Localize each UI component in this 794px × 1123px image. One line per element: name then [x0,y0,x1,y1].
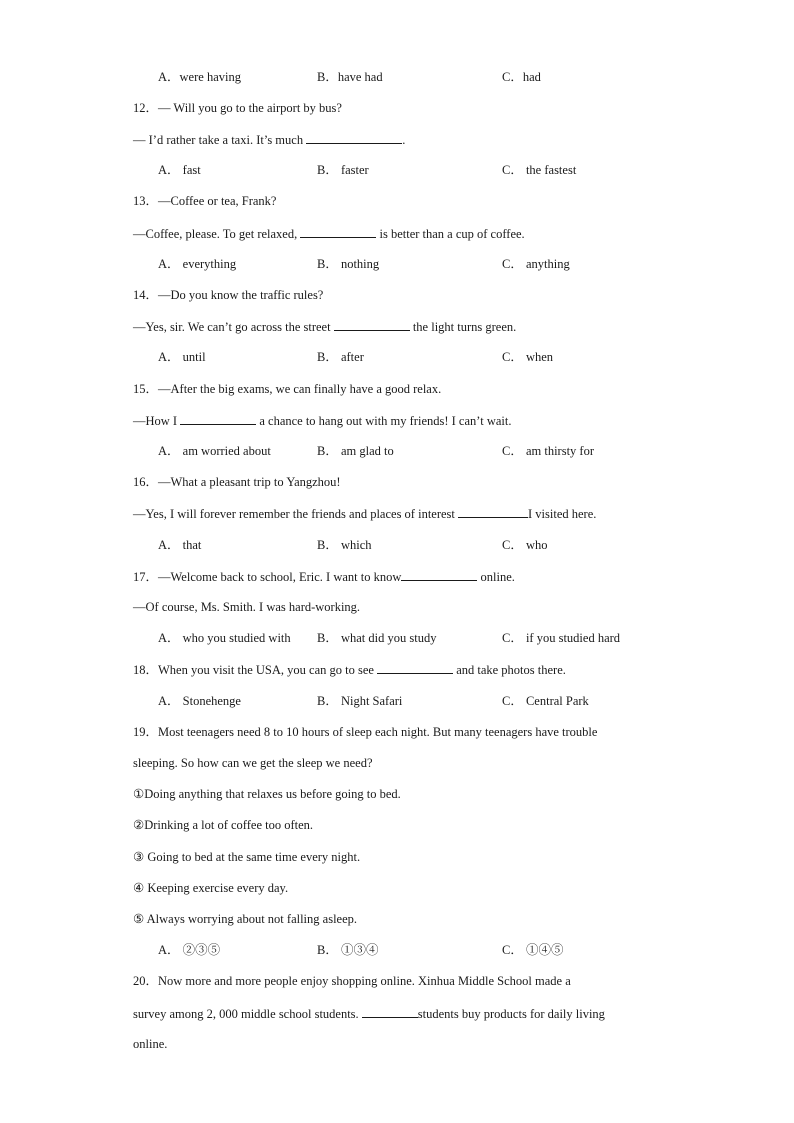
text-segment: — I’d rather take a taxi. It’s much [133,133,307,147]
text-segment: ④ Keeping exercise every day. [133,881,289,895]
text-segment: 16．—What a pleasant trip to Yangzhou! [133,475,341,489]
q19-opts-option-a: A． ②③⑤ [158,943,221,957]
text-segment: students buy products for daily living [417,1007,605,1021]
q18-opts-option-c: C． Central Park [502,694,589,708]
q12-opts-option-a: A． fast [158,163,201,177]
text-segment: is better than a cup of coffee. [376,227,525,241]
q13-stem [133,193,276,209]
q11-opts-option-b: B．have had [317,70,383,84]
q20-stem [133,973,571,989]
answer-blank [362,1005,418,1018]
q19-opts-option-c: C． ①④⑤ [502,943,564,957]
text-segment: ⑤ Always worrying about not falling asleep. [133,912,358,926]
text-segment: 12．— Will you go to the airport by bus? [133,101,342,115]
q17-opts-option-b: B． what did you study [317,631,437,645]
text-segment: . [402,133,406,147]
q19-item2 [133,817,313,833]
text-segment: sleeping. So how can we get the sleep we need? [133,756,373,770]
q18-opts-option-a: A． Stonehenge [158,694,241,708]
q12-reply [133,131,405,148]
q17-reply [133,599,360,615]
q17-opts-option-a: A． who you studied with [158,631,291,645]
q13-reply [133,225,525,242]
q14-stem [133,287,323,303]
text-segment: —How I [133,414,181,428]
text-segment: 17．—Welcome back to school, Eric. I want to know [133,570,402,584]
answer-blank [401,568,477,581]
q19-opts-option-b: B． ①③④ [317,943,379,957]
q14-opts-option-b: B． after [317,350,364,364]
q16-opts-option-a: A． that [158,538,202,552]
q17-stem [133,568,515,585]
text-segment: —Of course, Ms. Smith. I was hard-working. [133,600,361,614]
q14-opts-option-a: A． until [158,350,206,364]
q18-opts-option-b: B． Night Safari [317,694,403,708]
q16-opts-option-c: C． who [502,538,548,552]
q11-opts-option-c: C．had [502,70,541,84]
q15-opts-option-b: B． am glad to [317,444,394,458]
q19-item4 [133,880,288,896]
text-segment: survey among 2, 000 middle school students. [133,1007,362,1021]
q14-opts-option-c: C． when [502,350,554,364]
q13-opts-option-b: B． nothing [317,257,380,271]
q12-opts-option-b: B． faster [317,163,369,177]
text-segment: —Yes, I will forever remember the friends and places of interest [133,507,459,521]
text-segment: 20．Now more and more people enjoy shopping online. Xinhua Middle School made a [133,974,571,988]
text-segment: ③ Going to bed at the same time every night. [133,850,361,864]
text-segment: —Coffee, please. To get relaxed, [133,227,301,241]
q19-item1 [133,786,401,802]
text-segment: 14．—Do you know the traffic rules? [133,288,324,302]
q12-opts-option-c: C． the fastest [502,163,577,177]
q20-stem2 [133,1005,605,1022]
text-segment: the light turns green. [409,320,517,334]
q15-reply [133,412,511,429]
text-segment: —Yes, sir. We can’t go across the street [133,320,334,334]
q15-opts-option-c: C． am thirsty for [502,444,595,458]
q17-opts-option-c: C． if you studied hard [502,631,621,645]
text-segment: I visited here. [528,507,597,521]
answer-blank [334,318,410,331]
text-segment: and take photos there. [453,663,566,677]
text-segment: 19．Most teenagers need 8 to 10 hours of sleep each night. But many teenagers have trouble [133,725,598,739]
q16-opts-option-b: B． which [317,538,372,552]
q19-stem [133,724,597,740]
q13-opts-option-a: A． everything [158,257,237,271]
text-segment: 15．—After the big exams, we can finally have a good relax. [133,382,442,396]
text-segment: online. [477,570,515,584]
q16-reply [133,505,596,522]
q15-opts-option-a: A． am worried about [158,444,271,458]
text-segment: a chance to hang out with my friends! I can’t wait. [256,414,512,428]
q12-stem [133,100,342,116]
q14-reply [133,318,516,335]
q19-stem2 [133,755,373,771]
q11-opts-option-a: A．were having [158,70,241,84]
answer-blank [180,412,256,425]
answer-blank [300,225,376,238]
q15-stem [133,381,441,397]
q19-item5 [133,911,357,927]
answer-blank [306,131,402,144]
q13-opts-option-c: C． anything [502,257,570,271]
answer-blank [377,661,453,674]
text-segment: ①Doing anything that relaxes us before going to bed. [133,787,401,801]
text-segment: online. [133,1037,168,1051]
q16-stem [133,474,341,490]
answer-blank [458,505,528,518]
text-segment: 18．When you visit the USA, you can go to see [133,663,378,677]
text-segment: ②Drinking a lot of coffee too often. [133,818,314,832]
text-segment: 13．—Coffee or tea, Frank? [133,194,277,208]
q19-item3 [133,849,360,865]
q20-stem3 [133,1036,167,1052]
q18-stem [133,661,566,678]
